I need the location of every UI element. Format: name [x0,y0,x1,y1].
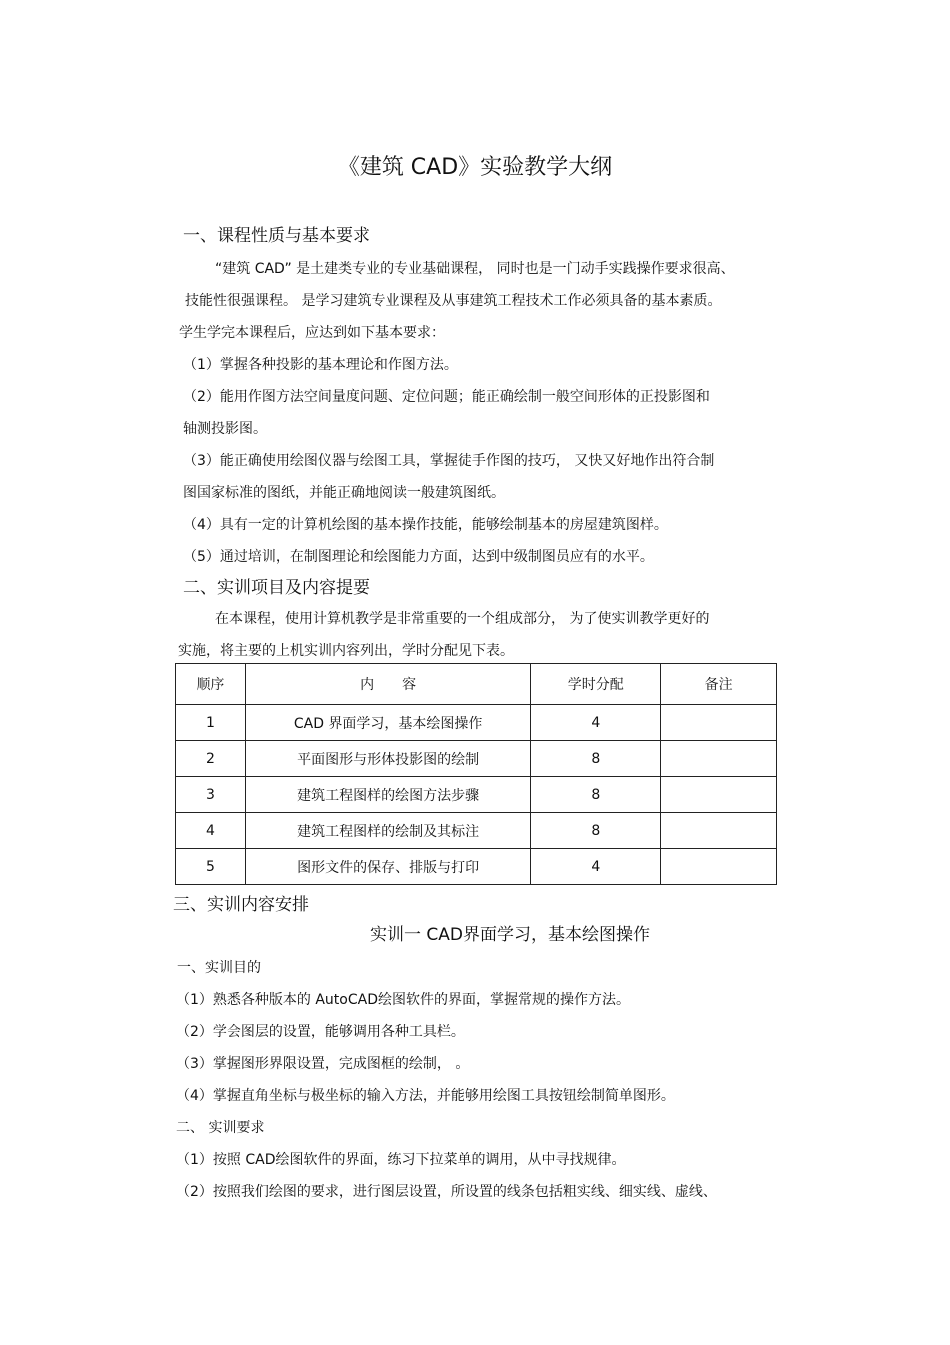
header-hours: 学时分配 [531,664,661,705]
page-title: 《建筑 CAD》实验教学大纲 [337,155,613,180]
cell-remarks [661,849,777,885]
section1-paragraph-line-1: “建筑 CAD” 是土建类专业的专业基础课程， 同时也是一门动手实践操作要求很高、 [215,261,735,277]
requirement-line-6: （4）具有一定的计算机绘图的基本操作技能，能够绘制基本的房屋建筑图样。 [183,517,668,533]
cell-remarks [661,777,777,813]
requirement-heading: 二、 实训要求 [176,1120,265,1136]
requirement-line-5: 图国家标准的图纸，并能正确地阅读一般建筑图纸。 [183,485,505,501]
cell-content: 建筑工程图样的绘制及其标注 [245,813,531,849]
table-row [176,849,777,885]
section2-paragraph-line-2: 实施，将主要的上机实训内容列出，学时分配见下表。 [178,643,514,659]
section2-heading: 二、实训项目及内容提要 [183,578,370,598]
section1-paragraph-line-2: 技能性很强课程。 是学习建筑专业课程及从事建筑工程技术工作必须具备的基本素质。 [185,293,722,309]
training-schedule-table [175,663,777,885]
header-remarks: 备注 [661,664,777,705]
cell-hours: 8 [531,813,661,849]
cell-hours: 4 [531,849,661,885]
cell-order: 5 [176,849,246,885]
cell-hours: 4 [531,705,661,741]
requirement-item-1: （1）按照 CAD绘图软件的界面，练习下拉菜单的调用，从中寻找规律。 [176,1152,626,1168]
cell-remarks [661,705,777,741]
cell-hours: 8 [531,777,661,813]
cell-content: 建筑工程图样的绘图方法步骤 [245,777,531,813]
section3-heading: 三、实训内容安排 [173,895,309,915]
purpose-item-3: （3）掌握图形界限设置，完成图框的绘制， 。 [176,1056,470,1072]
purpose-item-4: （4）掌握直角坐标与极坐标的输入方法，并能够用绘图工具按钮绘制简单图形。 [176,1088,675,1104]
table-row [176,741,777,777]
purpose-heading: 一、实训目的 [177,960,261,976]
cell-content: 图形文件的保存、排版与打印 [245,849,531,885]
table-row [176,813,777,849]
cell-order: 1 [176,705,246,741]
cell-order: 4 [176,813,246,849]
training-title: 实训一 CAD界面学习，基本绘图操作 [370,925,650,945]
table-row [176,705,777,741]
cell-hours: 8 [531,741,661,777]
purpose-item-1: （1）熟悉各种版本的 AutoCAD绘图软件的界面，掌握常规的操作方法。 [176,992,630,1008]
requirement-line-7: （5）通过培训，在制图理论和绘图能力方面，达到中级制图员应有的水平。 [183,549,654,565]
requirement-item-2: （2）按照我们绘图的要求，进行图层设置，所设置的线条包括粗实线、细实线、虚线、 [176,1184,717,1200]
cell-order: 3 [176,777,246,813]
cell-content: 平面图形与形体投影图的绘制 [245,741,531,777]
section1-paragraph-line-3: 学生学完本课程后，应达到如下基本要求： [179,325,445,341]
header-content: 内 容 [245,664,531,705]
cell-remarks [661,741,777,777]
header-order: 顺序 [176,664,246,705]
cell-remarks [661,813,777,849]
requirement-line-4: （3）能正确使用绘图仪器与绘图工具，掌握徒手作图的技巧， 又快又好地作出符合制 [183,453,715,469]
section1-heading: 一、课程性质与基本要求 [183,226,370,246]
section2-paragraph-line-1: 在本课程，使用计算机教学是非常重要的一个组成部分， 为了使实训教学更好的 [215,611,710,627]
table-row [176,777,777,813]
cell-content: CAD 界面学习，基本绘图操作 [245,705,531,741]
table-header-row [176,664,777,705]
purpose-item-2: （2）学会图层的设置，能够调用各种工具栏。 [176,1024,465,1040]
requirement-line-3: 轴测投影图。 [183,421,267,437]
requirement-line-1: （1）掌握各种投影的基本理论和作图方法。 [183,357,458,373]
requirement-line-2: （2）能用作图方法空间量度问题、定位问题；能正确绘制一般空间形体的正投影图和 [183,389,710,405]
cell-order: 2 [176,741,246,777]
